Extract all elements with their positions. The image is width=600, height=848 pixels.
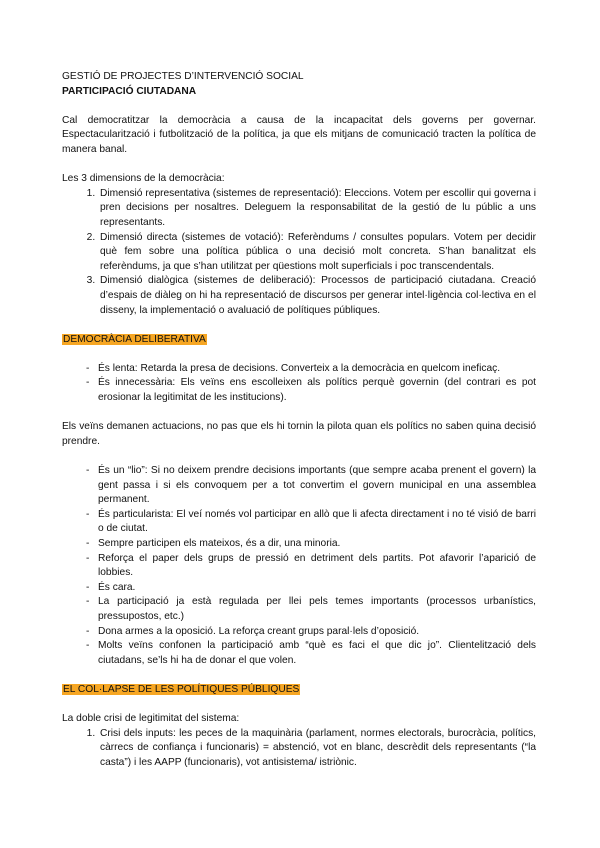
bullet-list bbox=[62, 362, 536, 406]
list-item: 1. Crisi dels inputs: les peces de la maquinària (parlament, normes electorals, burocràcia, polítics, càrrecs de confiança i funcionaris) = abstenció, vot en blanc, descrèdit dels representants (“la casta”) i les AAPP (funcionaris), vot antisistema/ istriònic. bbox=[98, 727, 536, 771]
list-item: - És un “lio”: Si no deixem prendre decisions importants (que sempre acaba prenent el govern) la gent passa i si els convoquem per a tot convertim el govern municipal en una assemblea permanent. bbox=[62, 464, 536, 508]
list-item: - Sempre participen els mateixos, és a dir, una minoria. bbox=[62, 537, 536, 552]
bullet-list bbox=[62, 464, 536, 668]
section-heading bbox=[62, 333, 536, 348]
dimensions-list bbox=[62, 187, 536, 318]
course-title: GESTIÓ DE PROJECTES D’INTERVENCIÓ SOCIAL bbox=[62, 71, 304, 82]
list-item: - Dona armes a la oposició. La reforça creant grups paral·lels d’oposició. bbox=[62, 625, 536, 640]
section-heading-text: DEMOCRÀCIA DELIBERATIVA bbox=[63, 333, 206, 345]
list-item: - És cara. bbox=[62, 581, 536, 596]
section-lead: La doble crisi de legitimitat del sistema: bbox=[62, 713, 240, 725]
list-item: - És particularista: El veí només vol participar en allò que li afecta directament i no té visió de barri o de ciutat. bbox=[62, 508, 536, 537]
list-item: - Reforça el paper dels grups de pressió en detriment dels partits. Pot afavorir l’aparició de lobbies. bbox=[62, 552, 536, 581]
dimensions-lead: Les 3 dimensions de la democràcia: bbox=[62, 173, 225, 185]
document-title-text: PARTICIPACIÓ CIUTADANA bbox=[62, 85, 197, 97]
intro-paragraph: Cal democratitzar la democràcia a causa de la incapacitat dels governs per governar. Espectacularització i futbolització de la política, ja que els mitjans de comunicació tracten la política de manera banal. bbox=[62, 114, 536, 155]
section-heading-text: EL COL·LAPSE DE LES POLÍTIQUES PÚBLIQUES bbox=[63, 683, 300, 695]
list-item: 1. Dimensió representativa (sistemes de representació): Eleccions. Votem per escollir qui governa i pren decisions per nosaltres. Deleguem la responsabilitat de la gestió de lu públic a uns representants. bbox=[98, 187, 536, 231]
document-title bbox=[62, 85, 536, 100]
section-heading bbox=[62, 683, 536, 698]
list-item: - És innecessària: Els veïns ens escolleixen als polítics perquè governin (del contrari es pot erosionar la legitimitat de les institucions). bbox=[62, 376, 536, 405]
list-item: 3. Dimensió dialògica (sistemes de deliberació): Processos de participació ciutadana. Creació d’espais de diàleg on hi ha representació de discursos per generar intel·ligència col·lectiva en el disseny, la implementació o avaluació de polítiques públiques. bbox=[98, 274, 536, 318]
list-item: - La participació ja està regulada per llei pels temes importants (processos urbanístics, pressupostos, etc.) bbox=[62, 595, 536, 624]
body-paragraph: Els veïns demanen actuacions, no pas que els hi tornin la pilota quan els polítics no saben quina decisió prendre. bbox=[62, 421, 536, 447]
list-item: - Molts veïns confonen la participació amb “què es faci el que dic jo”. Clientelització dels ciutadans, se’ls hi ha de donar el que volen. bbox=[62, 639, 536, 668]
crisis-list bbox=[62, 727, 536, 771]
list-item: 2. Dimensió directa (sistemes de votació): Referèndums / consultes populars. Votem per decidir què fem sobre una política pública o una decisió molt concreta. S’han banalitzat els referèndums, ja que s’han utilitzat per qüestions molt superficials i poc transcendentals. bbox=[98, 231, 536, 275]
document-page bbox=[62, 70, 536, 771]
list-item: - És lenta: Retarda la presa de decisions. Converteix a la democràcia en quelcom ineficaç. bbox=[62, 362, 536, 377]
